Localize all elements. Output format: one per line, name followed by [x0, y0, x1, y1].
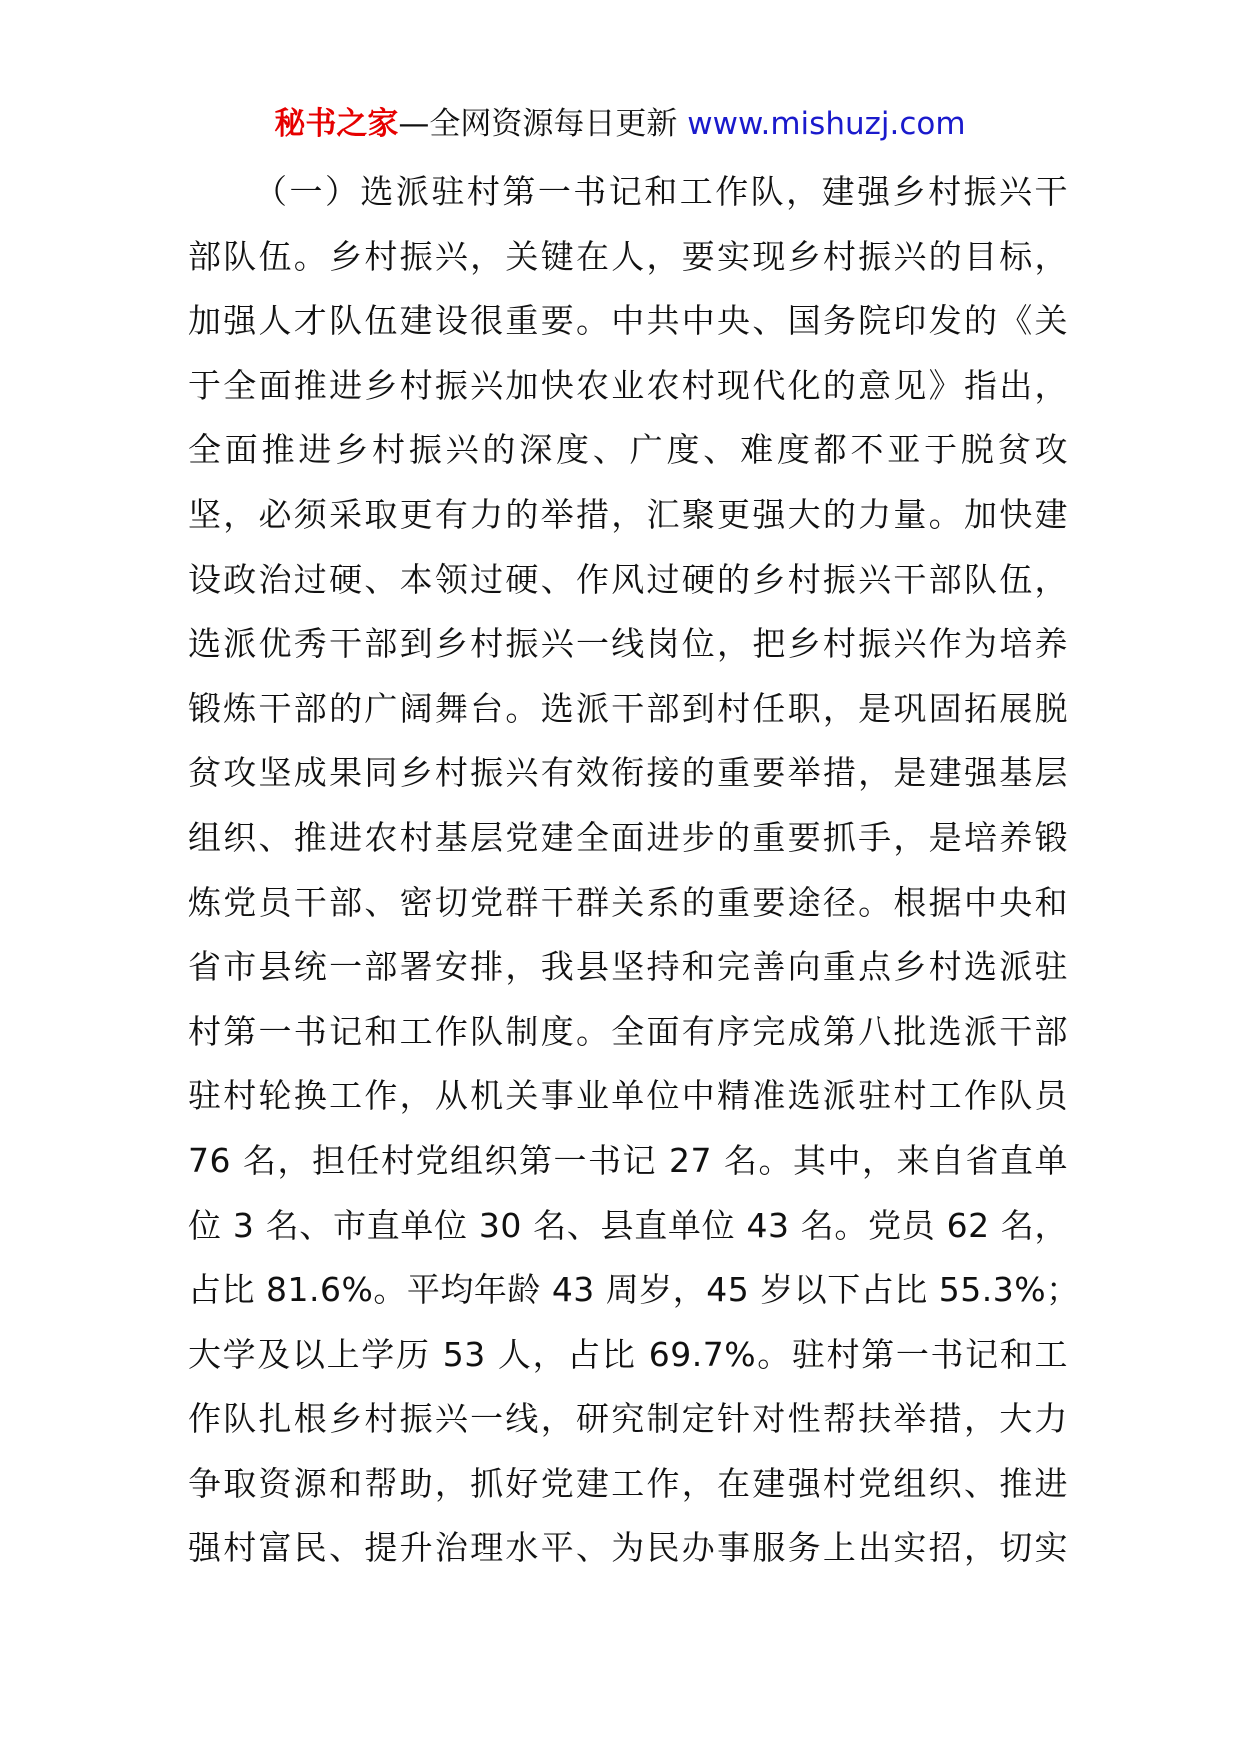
- body-line: 部队伍。乡村振兴，关键在人，要实现乡村振兴的目标，: [188, 236, 1068, 276]
- brand-name: 秘书之家: [274, 106, 399, 142]
- body-line: （一）选派驻村第一书记和工作队，建强乡村振兴干: [254, 172, 1068, 211]
- document-body: [188, 160, 1080, 1581]
- body-line: 位 3 名、市直单位 30 名、县直单位 43 名。党员 62 名，: [188, 1205, 1068, 1245]
- site-url-link[interactable]: www.mishuzj.com: [687, 106, 966, 142]
- body-line: 省市县统一部署安排，我县坚持和完善向重点乡村选派驻: [188, 947, 1068, 987]
- body-line: 坚，必须采取更有力的举措，汇聚更强大的力量。加快建: [188, 494, 1068, 534]
- body-line: 村第一书记和工作队制度。全面有序完成第八批选派干部: [188, 1011, 1068, 1051]
- body-line: 选派优秀干部到乡村振兴一线岗位，把乡村振兴作为培养: [188, 624, 1068, 664]
- body-line: 于全面推进乡村振兴加快农业农村现代化的意见》指出，: [188, 365, 1068, 405]
- body-line: 占比 81.6%。平均年龄 43 周岁，45 岁以下占比 55.3%；: [188, 1270, 1080, 1310]
- body-line: 贫攻坚成果同乡村振兴有效衔接的重要举措，是建强基层: [188, 753, 1068, 793]
- body-line: 作队扎根乡村振兴一线，研究制定针对性帮扶举措，大力: [188, 1399, 1068, 1439]
- body-line: 锻炼干部的广阔舞台。选派干部到村任职，是巩固拓展脱: [188, 688, 1068, 728]
- body-line: 76 名，担任村党组织第一书记 27 名。其中，来自省直单: [188, 1140, 1068, 1180]
- header-slogan: —全网资源每日更新: [398, 106, 688, 142]
- body-line: 设政治过硬、本领过硬、作风过硬的乡村振兴干部队伍，: [188, 559, 1068, 599]
- site-header: [0, 98, 1240, 150]
- body-line: 争取资源和帮助，抓好党建工作，在建强村党组织、推进: [188, 1463, 1068, 1503]
- body-line: 加强人才队伍建设很重要。中共中央、国务院印发的《关: [188, 301, 1068, 341]
- body-line: 炼党员干部、密切党群干群关系的重要途径。根据中央和: [188, 882, 1068, 922]
- body-line: 全面推进乡村振兴的深度、广度、难度都不亚于脱贫攻: [188, 430, 1068, 470]
- body-line: 驻村轮换工作，从机关事业单位中精准选派驻村工作队员: [188, 1076, 1068, 1116]
- body-line: 大学及以上学历 53 人，占比 69.7%。驻村第一书记和工: [188, 1334, 1068, 1374]
- body-line: 强村富民、提升治理水平、为民办事服务上出实招，切实: [188, 1528, 1068, 1568]
- body-line: 组织、推进农村基层党建全面进步的重要抓手，是培养锻: [188, 817, 1068, 857]
